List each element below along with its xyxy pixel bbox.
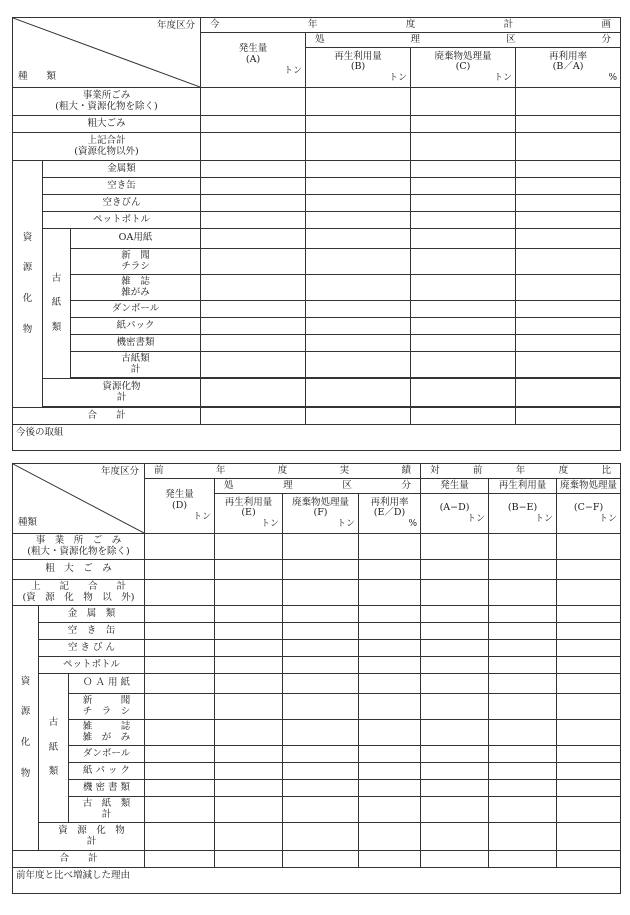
row-magazine: 雑 誌 雑 が み xyxy=(69,720,145,746)
change-reason-field[interactable] xyxy=(13,868,621,894)
row-bottles: 空きびん xyxy=(43,195,201,212)
row-confidential: 機密書類 xyxy=(71,335,201,352)
cmp-disposal-code: (C−F) トン xyxy=(557,494,621,534)
table-row xyxy=(13,823,621,851)
table-row xyxy=(13,534,621,560)
previous-year-results-table xyxy=(12,463,620,894)
header-diagonal-cell xyxy=(13,18,201,88)
row-metal: 金属類 xyxy=(43,161,201,178)
table-row xyxy=(13,623,621,640)
table-row xyxy=(13,780,621,797)
col-generation: 発生量 (A) トン xyxy=(201,33,306,88)
table-row xyxy=(13,352,621,378)
col-recycled: 再生利用量 (B) トン xyxy=(306,48,411,88)
col-recycled-prev: 再生利用量 (E) トン xyxy=(215,494,283,534)
cmp-generation-header: 発生量 xyxy=(421,479,489,494)
paper-group-label: 古 紙 類 xyxy=(43,229,71,379)
year-category-label: 年度区分 xyxy=(157,20,196,31)
type-label: 種 類 xyxy=(18,71,57,83)
row-oa-paper: Ｏ Ａ 用 紙 xyxy=(69,674,145,694)
row-bottles: 空 き び ん xyxy=(39,640,145,657)
table-row xyxy=(13,275,621,301)
change-reason-label: 前年度と比べ増減した理由 xyxy=(16,870,131,881)
row-resource-total: 資源化物 計 xyxy=(43,379,201,407)
table-row xyxy=(13,249,621,275)
row-grand-total: 合 計 xyxy=(13,408,201,425)
plan-title: 今 年 度 計 画 xyxy=(201,18,621,33)
year-category-label: 年度区分 xyxy=(101,466,140,477)
table-row xyxy=(13,560,621,580)
table-row xyxy=(13,379,621,407)
table-row xyxy=(13,116,621,133)
resource-group-label: 資 源 化 物 xyxy=(13,161,43,408)
row-paper-carton: 紙パック xyxy=(71,318,201,335)
row-cans: 空 き 缶 xyxy=(39,623,145,640)
table-row xyxy=(13,133,621,161)
row-bulky-waste: 粗 大 ご み xyxy=(13,560,145,580)
row-resource-total: 資 源 化 物 計 xyxy=(39,823,145,851)
row-newspaper: 新 聞 チラシ xyxy=(71,249,201,275)
col-reuse-rate-prev: 再利用率 (E／D) % xyxy=(359,494,421,534)
future-efforts-label: 今後の取組 xyxy=(16,427,64,438)
table-row xyxy=(13,640,621,657)
table-row xyxy=(13,720,621,746)
header-diagonal-cell xyxy=(13,464,145,534)
table-row xyxy=(13,229,621,249)
current-year-plan-table xyxy=(12,17,620,451)
col-disposal: 廃棄物処理量 (C) トン xyxy=(411,48,516,88)
col-disposal-prev: 廃棄物処理量 (F) トン xyxy=(283,494,359,534)
table-row xyxy=(13,657,621,674)
table-row xyxy=(13,851,621,868)
row-paper-total: 古 紙 類 計 xyxy=(69,797,145,823)
row-cardboard: ダンボール xyxy=(69,746,145,763)
col-generation-prev: 発生量 (D) トン xyxy=(145,479,215,534)
table-row xyxy=(13,301,621,318)
table-row xyxy=(13,318,621,335)
row-pet-bottles: ペットボトル xyxy=(39,657,145,674)
table-row xyxy=(13,335,621,352)
row-paper-total: 古紙類 計 xyxy=(71,352,201,378)
table-row xyxy=(13,606,621,623)
row-grand-total: 合 計 xyxy=(13,851,145,868)
row-magazine: 雑 誌 雑がみ xyxy=(71,275,201,301)
table-row xyxy=(13,161,621,178)
row-cardboard: ダンボール xyxy=(71,301,201,318)
row-confidential: 機 密 書 類 xyxy=(69,780,145,797)
row-office-waste: 事業所ごみ (粗大・資源化物を除く) xyxy=(13,88,201,116)
row-oa-paper: OA用紙 xyxy=(71,229,201,249)
table-row xyxy=(13,763,621,780)
table-row xyxy=(13,212,621,229)
row-subtotal: 上記合計 (資源化物以外) xyxy=(13,133,201,161)
row-metal: 金 属 類 xyxy=(39,606,145,623)
table-row xyxy=(13,88,621,116)
table-row xyxy=(13,797,621,823)
table-row xyxy=(13,746,621,763)
row-cans: 空き缶 xyxy=(43,178,201,195)
paper-group-label: 古 紙 類 xyxy=(39,674,69,823)
row-subtotal: 上 記 合 計 (資 源 化 物 以 外) xyxy=(13,580,145,606)
row-bulky-waste: 粗大ごみ xyxy=(13,116,201,133)
table-row xyxy=(13,694,621,720)
row-newspaper: 新 聞 チ ラ シ xyxy=(69,694,145,720)
table-row xyxy=(13,178,621,195)
future-efforts-field[interactable] xyxy=(13,425,621,451)
table-row xyxy=(13,674,621,694)
row-paper-carton: 紙 パ ッ ク xyxy=(69,763,145,780)
table-row xyxy=(13,580,621,606)
col-reuse-rate: 再利用率 (B／A) % xyxy=(516,48,621,88)
cmp-recycled-header: 再生利用量 xyxy=(489,479,557,494)
cmp-disposal-header: 廃棄物処理量 xyxy=(557,479,621,494)
cmp-recycled-code: (B−E) トン xyxy=(489,494,557,534)
row-office-waste: 事 業 所 ご み (粗大・資源化物を除く) xyxy=(13,534,145,560)
table-row xyxy=(13,195,621,212)
results-title: 前 年 度 実 績 xyxy=(145,464,421,479)
table-row xyxy=(13,408,621,425)
row-pet-bottles: ペットボトル xyxy=(43,212,201,229)
cmp-generation-code: (A−D) トン xyxy=(421,494,489,534)
comparison-title: 対 前 年 度 比 xyxy=(421,464,621,479)
processing-category: 処 理 区 分 xyxy=(215,479,421,494)
processing-category: 処 理 区 分 xyxy=(306,33,621,48)
resource-group-label: 資 源 化 物 xyxy=(13,606,39,851)
type-label: 種類 xyxy=(18,517,38,529)
